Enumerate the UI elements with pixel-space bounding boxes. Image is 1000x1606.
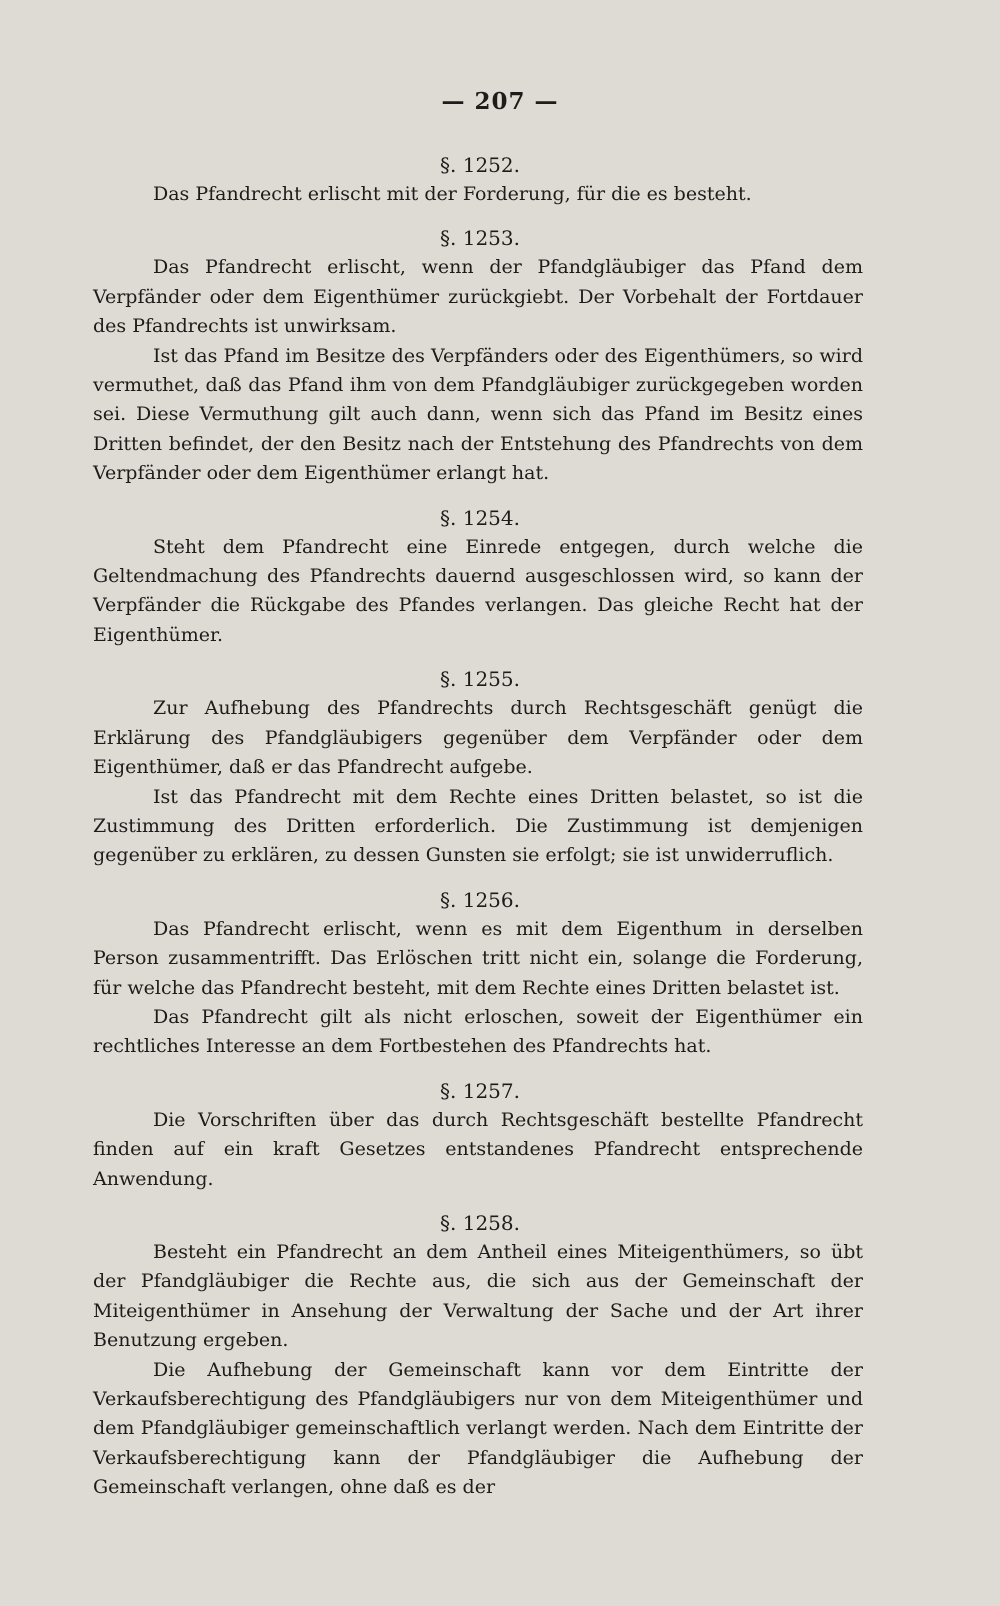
paragraph: Ist das Pfandrecht mit dem Rechte eines Dritten belastet, so ist die Zustimmung des Dritten erforderlich. Die Zustimmung ist demjenigen gegenüber zu erklären, zu dessen Gunsten sie erfolgt; sie ist unwiderruflich. [93, 785, 863, 867]
paragraph: Die Vorschriften über das durch Rechtsgeschäft bestellte Pfandrecht finden auf ein kraft Gesetzes entstandenes Pfandrecht entsprechende Anwendung. [93, 1108, 863, 1190]
paragraph: Das Pfandrecht erlischt, wenn der Pfandgläubiger das Pfand dem Verpfänder oder dem Eigenthümer zurückgiebt. Der Vorbehalt der Fortdauer des Pfandrechts ist unwirksam. [93, 256, 863, 338]
section-heading: §. 1252. [440, 153, 520, 177]
section-1255 [93, 664, 863, 870]
section-1257 [93, 1076, 863, 1194]
paragraph: Die Aufhebung der Gemeinschaft kann vor dem Eintritte der Verkaufsberechtigung des Pfandgläubigers nur von dem Miteigenthümer und dem Pfandgläubiger gemeinschaftlich verlangt werden. Nach dem Eintritte der Verkaufsberechtigung kann der Pfandgläubiger die Aufhebung der Gemeinschaft verlangen, ohne daß es der [93, 1358, 863, 1499]
section-heading: §. 1254. [440, 505, 520, 530]
section-1254 [93, 503, 863, 651]
section-1256 [93, 885, 863, 1062]
section-heading: §. 1258. [440, 1210, 520, 1235]
section-1252 [93, 150, 863, 209]
paragraph: Das Pfandrecht gilt als nicht erloschen, soweit der Eigenthümer ein rechtliches Interesse an dem Fortbestehen des Pfandrechts hat. [93, 1005, 863, 1058]
section-heading: §. 1257. [440, 1078, 520, 1103]
section-heading: §. 1256. [440, 887, 520, 912]
section-heading: §. 1253. [440, 226, 520, 251]
paragraph: Steht dem Pfandrecht eine Einrede entgegen, durch welche die Geltendmachung des Pfandrechts dauernd ausgeschlossen wird, so kann der Verpfänder die Rückgabe des Pfandes verlangen. Das gleiche Recht hat der Eigenthümer. [93, 535, 863, 646]
section-1253 [93, 223, 863, 488]
section-heading: §. 1255. [440, 667, 520, 692]
page-body [93, 150, 863, 1517]
paragraph: Zur Aufhebung des Pfandrechts durch Rechtsgeschäft genügt die Erklärung des Pfandgläubigers gegenüber dem Verpfänder oder dem Eigenthümer, daß er das Pfandrecht aufgebe. [93, 697, 863, 779]
section-1258 [93, 1208, 863, 1503]
paragraph: Das Pfandrecht erlischt, wenn es mit dem Eigenthum in derselben Person zusammentrifft. Das Erlöschen tritt nicht ein, solange die Forderung, für welche das Pfandrecht besteht, mit dem Rechte eines Dritten belastet ist. [93, 917, 863, 999]
paragraph: Besteht ein Pfandrecht an dem Antheil eines Miteigenthümers, so übt der Pfandgläubiger die Rechte aus, die sich aus der Gemeinschaft der Miteigenthümer in Ansehung der Verwaltung der Sache und der Art ihrer Benutzung ergeben. [93, 1240, 863, 1352]
page-number: — 207 — [441, 88, 559, 115]
paragraph: Das Pfandrecht erlischt mit der Forderung, für die es besteht. [153, 183, 752, 205]
paragraph: Ist das Pfand im Besitze des Verpfänders oder des Eigenthümers, so wird vermuthet, daß das Pfand ihm von dem Pfandgläubiger zurückgegeben worden sei. Diese Vermuthung gilt auch dann, wenn sich das Pfand im Besitz eines Dritten befindet, der den Besitz nach der Entstehung des Pfandrechts von dem Verpfänder oder dem Eigenthümer erlangt hat. [93, 344, 863, 485]
